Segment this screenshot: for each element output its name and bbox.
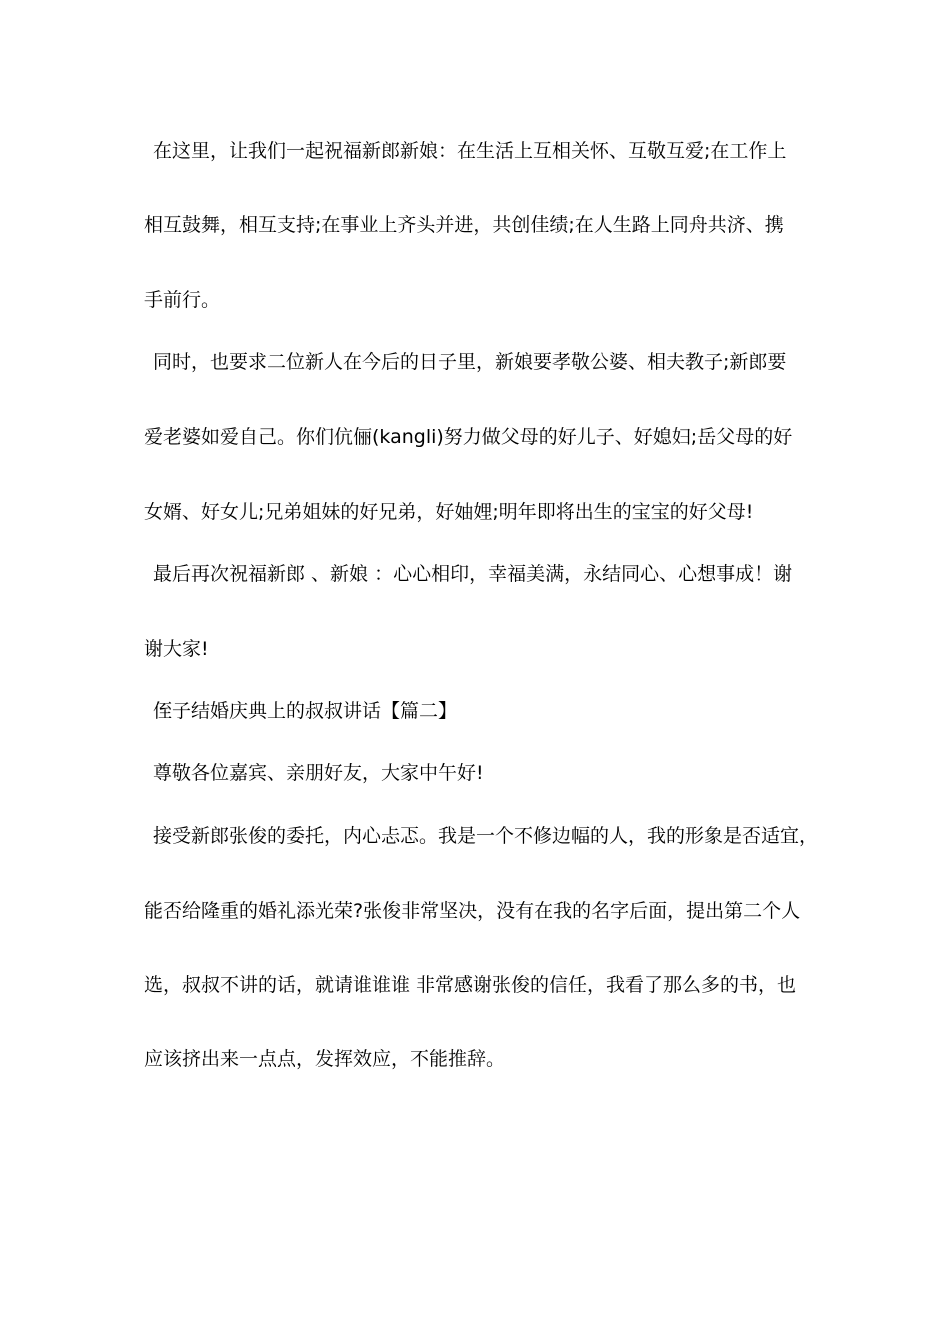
paragraph-4-line-3: 选，叔叔不讲的话，就请谁谁谁 非常感谢张俊的信任，我看了那么多的书，也 — [144, 974, 797, 996]
paragraph-4-line-1: 接受新郎张俊的委托，内心忐忑。我是一个不修边幅的人，我的形象是否适宜， — [153, 825, 819, 847]
paragraph-3-line-2: 谢大家! — [144, 638, 209, 660]
paragraph-2-line-1: 同时，也要求二位新人在今后的日子里，新娘要孝敬公婆、相夫教子;新郎要 — [153, 351, 787, 373]
paragraph-1-line-1: 在这里，让我们一起祝福新郎新娘：在生活上互相关怀、互敬互爱;在工作上 — [153, 140, 787, 162]
paragraph-2-line-2: 爱老婆如爱自己。你们伉俪(kangli)努力做父母的好儿子、好媳妇;岳父母的好 — [144, 426, 793, 448]
paragraph-3-line-1: 最后再次祝福新郎 、新娘 ：心心相印，幸福美满，永结同心、心想事成！谢 — [153, 563, 793, 585]
paragraph-4-line-4: 应该挤出来一点点，发挥效应，不能推辞。 — [144, 1048, 506, 1070]
paragraph-1-line-3: 手前行。 — [144, 289, 221, 311]
section-heading: 侄子结婚庆典上的叔叔讲话【篇二】 — [153, 700, 458, 722]
paragraph-4-line-2: 能否给隆重的婚礼添光荣?张俊非常坚决，没有在我的名字后面，提出第二个人 — [144, 900, 801, 922]
greeting-line: 尊敬各位嘉宾、亲朋好友，大家中午好! — [153, 762, 484, 784]
paragraph-1-line-2: 相互鼓舞，相互支持;在事业上齐头并进，共创佳绩;在人生路上同舟共济、携 — [144, 214, 784, 236]
paragraph-2-line-3: 女婿、好女儿;兄弟姐妹的好兄弟，好妯娌;明年即将出生的宝宝的好父母! — [144, 501, 754, 523]
